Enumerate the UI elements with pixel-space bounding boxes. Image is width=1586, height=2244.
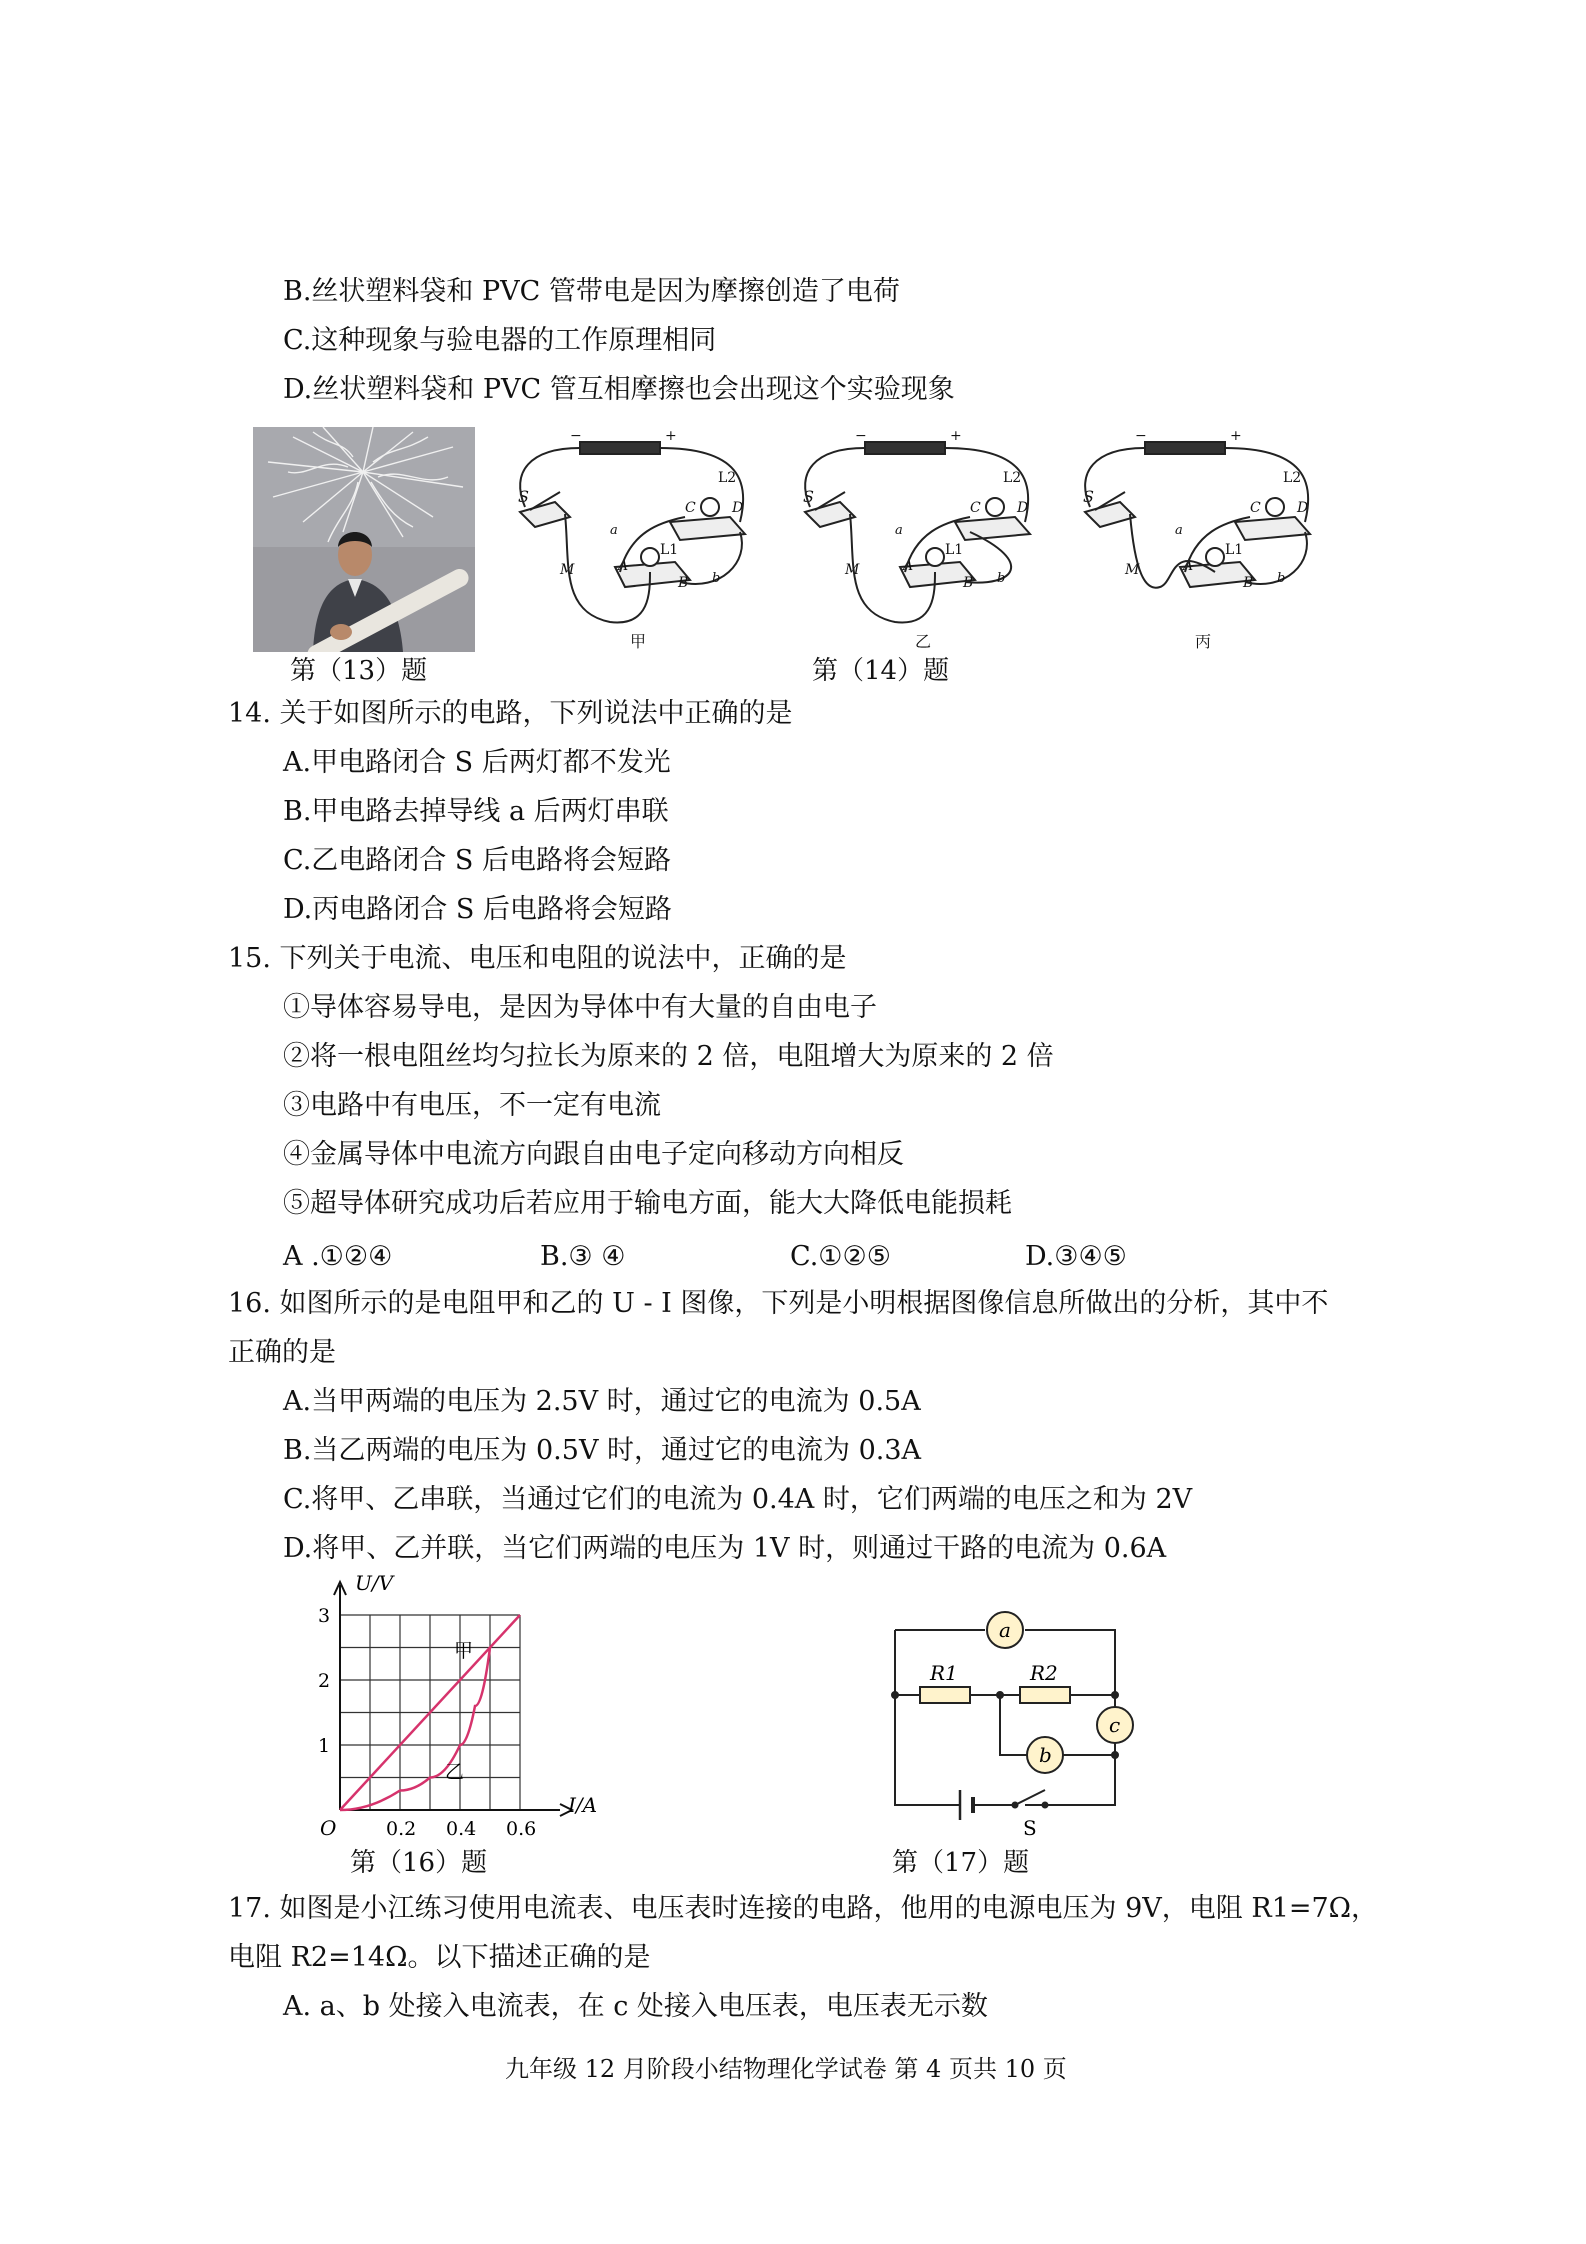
battery-plus: + — [665, 428, 677, 444]
q17-circuit — [875, 1590, 1145, 1840]
lamp-l2-label: L2 — [718, 470, 737, 486]
terminal-d: D — [732, 500, 744, 516]
circuit-label-jia: 甲 — [630, 632, 647, 651]
wire-b-label: b — [997, 571, 1006, 586]
lamp-l1-label: L1 — [1225, 542, 1244, 558]
battery-minus: − — [570, 428, 582, 444]
q16-option-d: D.将甲、乙并联，当它们两端的电压为 1V 时，则通过干路的电流为 0.6A — [283, 1533, 1167, 1564]
series-label-1: 甲 — [454, 1640, 474, 1662]
q14-option-a: A.甲电路闭合 S 后两灯都不发光 — [283, 747, 671, 778]
y-tick-label: 1 — [318, 1735, 331, 1757]
series-label-2: 乙 — [445, 1761, 465, 1783]
q13-caption: 第（13）题 — [290, 656, 428, 686]
battery-minus: − — [1135, 428, 1147, 444]
wire-a-label: a — [1175, 523, 1183, 538]
q15-item-5: ⑤超导体研究成功后若应用于输电方面，能大大降低电能损耗 — [283, 1188, 1012, 1219]
q16-ui-chart — [310, 1570, 610, 1840]
q13-photo — [253, 427, 475, 652]
lamp-l1-label: L1 — [660, 542, 679, 558]
q16-option-c: C.将甲、乙串联，当通过它们的电流为 0.4A 时，它们两端的电压之和为 2V — [283, 1484, 1193, 1515]
q14-option-d: D.丙电路闭合 S 后电路将会短路 — [283, 894, 672, 925]
q15-item-4: ④金属导体中电流方向跟自由电子定向移动方向相反 — [283, 1139, 904, 1170]
terminal-m: M — [560, 562, 575, 578]
q15-choice-a: A .①②④ — [283, 1241, 393, 1272]
q16-stem-line2: 正确的是 — [228, 1337, 336, 1368]
battery-minus: − — [855, 428, 867, 444]
terminal-a: A — [618, 558, 629, 574]
q17-stem-line1: 17. 如图是小江练习使用电流表、电压表时连接的电路，他用的电源电压为 9V，电阻 R1=7Ω， — [228, 1893, 1379, 1924]
terminal-a: A — [1183, 558, 1194, 574]
r2-label: R2 — [1030, 1661, 1058, 1685]
terminal-m: M — [845, 562, 860, 578]
q14-option-b: B.甲电路去掉导线 a 后两灯串联 — [283, 796, 669, 827]
page-footer: 九年级 12 月阶段小结物理化学试卷 第 4 页共 10 页 — [505, 2055, 1067, 2083]
q13-option-c: C.这种现象与验电器的工作原理相同 — [283, 325, 717, 356]
origin-label: O — [320, 1816, 337, 1840]
q13-option-d: D.丝状塑料袋和 PVC 管互相摩擦也会出现这个实验现象 — [283, 374, 955, 405]
terminal-c: C — [1250, 500, 1261, 516]
q16-caption: 第（16）题 — [350, 1848, 488, 1878]
battery-plus: + — [1230, 428, 1242, 444]
meter-c-label: c — [1109, 1713, 1121, 1737]
q15-choice-c: C.①②⑤ — [790, 1241, 891, 1272]
terminal-c: C — [685, 500, 696, 516]
circuit-bing — [1083, 428, 1310, 651]
q17-option-a: A. a、b 处接入电流表，在 c 处接入电压表，电压表无示数 — [283, 1991, 988, 2022]
switch-label: S — [518, 487, 529, 506]
y-axis-label: U/V — [355, 1571, 394, 1595]
battery-plus: + — [950, 428, 962, 444]
meter-a-label: a — [999, 1618, 1011, 1642]
q15-item-3: ③电路中有电压，不一定有电流 — [283, 1090, 661, 1121]
r1-label: R1 — [930, 1661, 958, 1685]
q14-option-c: C.乙电路闭合 S 后电路将会短路 — [283, 845, 671, 876]
q16-option-a: A.当甲两端的电压为 2.5V 时，通过它的电流为 0.5A — [283, 1386, 921, 1417]
lamp-l2-label: L2 — [1003, 470, 1022, 486]
terminal-d: D — [1017, 500, 1029, 516]
circuit-yi — [803, 428, 1030, 651]
q13-option-b: B.丝状塑料袋和 PVC 管带电是因为摩擦创造了电荷 — [283, 276, 900, 307]
q14-caption: 第（14）题 — [812, 656, 950, 686]
terminal-a: A — [903, 558, 914, 574]
q15-stem: 15. 下列关于电流、电压和电阻的说法中，正确的是 — [228, 943, 847, 974]
terminal-d: D — [1297, 500, 1309, 516]
x-tick-label: 0.4 — [446, 1818, 477, 1840]
switch-label: S — [803, 487, 814, 506]
meter-b-label: b — [1039, 1743, 1052, 1767]
q14-stem: 14. 关于如图所示的电路，下列说法中正确的是 — [228, 698, 793, 729]
lamp-l2-label: L2 — [1283, 470, 1302, 486]
circuit-label-yi: 乙 — [915, 632, 932, 651]
terminal-c: C — [970, 500, 981, 516]
q15-choice-b: B.③ ④ — [540, 1241, 626, 1272]
wire-a-label: a — [610, 523, 618, 538]
q15-choice-d: D.③④⑤ — [1025, 1241, 1127, 1272]
circuit-label-bing: 丙 — [1195, 632, 1212, 651]
wire-a-label: a — [895, 523, 903, 538]
y-tick-label: 2 — [318, 1670, 331, 1692]
lamp-l1-label: L1 — [945, 542, 964, 558]
x-axis-label: I/A — [568, 1793, 598, 1817]
x-tick-label: 0.2 — [386, 1818, 417, 1840]
q16-option-b: B.当乙两端的电压为 0.5V 时，通过它的电流为 0.3A — [283, 1435, 922, 1466]
terminal-m: M — [1125, 562, 1140, 578]
circuit-jia — [518, 428, 745, 651]
terminal-b: B — [1243, 575, 1254, 591]
q16-stem-line1: 16. 如图所示的是电阻甲和乙的 U - I 图像，下列是小明根据图像信息所做出的分析，其中不 — [228, 1288, 1329, 1319]
q17-stem-line2: 电阻 R2=14Ω。以下描述正确的是 — [228, 1942, 651, 1973]
q14-circuits — [500, 422, 1350, 654]
wire-b-label: b — [712, 571, 721, 586]
switch-label: S — [1083, 487, 1094, 506]
y-tick-label: 3 — [318, 1605, 331, 1627]
q15-item-2: ②将一根电阻丝均匀拉长为原来的 2 倍，电阻增大为原来的 2 倍 — [283, 1041, 1054, 1072]
q15-item-1: ①导体容易导电，是因为导体中有大量的自由电子 — [283, 992, 877, 1023]
terminal-b: B — [678, 575, 689, 591]
q17-caption: 第（17）题 — [892, 1848, 1030, 1878]
wire-b-label: b — [1277, 571, 1286, 586]
terminal-b: B — [963, 575, 974, 591]
x-tick-label: 0.6 — [506, 1818, 537, 1840]
switch-s-label: S — [1023, 1816, 1037, 1840]
